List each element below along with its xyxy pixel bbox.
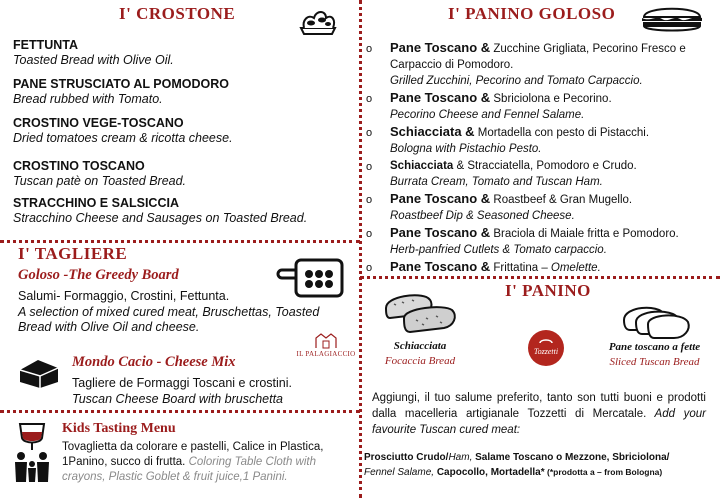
list-item xyxy=(366,158,711,190)
focaccia-bread-icon xyxy=(380,288,460,338)
goloso-board-line: Salumi- Formaggio, Crostini, Fettunta. xyxy=(18,289,230,303)
crostone-item-name: PANE STRUSCIATO AL POMODORO xyxy=(13,77,229,91)
panino-goloso-title: I' PANINO GOLOSO xyxy=(448,4,616,23)
crostone-item xyxy=(13,159,186,189)
filling: Sbriciolona e Pecorino. xyxy=(490,93,612,105)
bread-name: Pane Toscano & xyxy=(390,90,491,105)
list-item xyxy=(366,191,711,224)
crostone-title: I' CROSTONE xyxy=(119,4,236,23)
kids-title: Kids Tasting Menu xyxy=(62,421,176,436)
bread-name: Schiacciata & xyxy=(390,124,475,139)
sandwich-icon xyxy=(640,4,704,34)
panino-description-english: Add your favourite Tuscan cured meat: xyxy=(372,408,706,436)
cutting-board-icon xyxy=(276,256,346,300)
cheese-mix-line: Tagliere de Formaggi Toscani e crostini. xyxy=(72,376,293,390)
salumi-part: Salame Toscano o Mezzone, Sbriciolona/ xyxy=(472,452,670,463)
filling: Frittatina – xyxy=(490,262,551,274)
bullet-icon: o xyxy=(366,194,373,206)
item-desc: Bologna with Pistachio Pesto. xyxy=(390,143,542,155)
kids-line-2 xyxy=(62,455,354,470)
schiacciata-subcaption: Focaccia Bread xyxy=(384,355,456,367)
item-desc: Grilled Zucchini, Pecorino and Tomato Carpaccio. xyxy=(390,75,643,87)
crostone-item-desc: Stracchino Cheese and Sausages on Toasted Bread. xyxy=(13,211,308,225)
bread-name: Pane Toscano & xyxy=(390,225,491,240)
crostone-item xyxy=(13,38,174,68)
kids-line-1: Tovaglietta da colorare e pastelli, Calice in Plastica, xyxy=(62,441,324,453)
salumi-part: Ham, xyxy=(448,452,473,463)
bullet-icon: o xyxy=(366,43,373,55)
goloso-board-title: Goloso -The Greedy Board xyxy=(18,267,179,283)
crostone-item xyxy=(13,116,233,146)
bullet-icon: o xyxy=(366,127,373,139)
list-item xyxy=(366,259,711,276)
crostone-item-name: FETTUNTA xyxy=(13,38,79,52)
divider-tagliere-kids xyxy=(0,410,360,413)
item-desc: Roastbeef Dip & Seasoned Cheese. xyxy=(390,210,575,222)
salumi-list xyxy=(364,450,716,480)
kids-line-3: crayons, Plastic Goblet & fruit juice,1 Panini. xyxy=(62,471,288,483)
filling: Mortadella con pesto di Pistacchi. xyxy=(474,127,650,139)
crostone-item-name: STRACCHINO E SALSICCIA xyxy=(13,196,179,210)
cheese-mix-title: Mondo Cacio - Cheese Mix xyxy=(72,354,236,370)
kids-text xyxy=(62,440,354,485)
toast-icon xyxy=(298,4,338,36)
filling: Roastbeef & Gran Mugello. xyxy=(490,194,633,206)
kids-icon xyxy=(12,422,52,486)
kids-line-2-plain: 1Panino, succo di frutta. xyxy=(62,456,186,468)
tozzetti-logo xyxy=(527,329,565,367)
filling: Braciola di Maiale fritta e Pomodoro. xyxy=(490,228,679,240)
pane-fette-subcaption: Sliced Tuscan Bread xyxy=(609,356,700,368)
goloso-board-desc: A selection of mixed cured meat, Bruschettas, Toasted Bread with Olive Oil and cheese. xyxy=(18,305,320,334)
divider-crostone-tagliere xyxy=(0,240,360,243)
list-item xyxy=(366,124,711,157)
crostone-item-desc: Bread rubbed with Tomato. xyxy=(13,92,163,106)
tagliere-title: I' TAGLIERE xyxy=(18,244,128,263)
bread-name: Pane Toscano & xyxy=(390,40,491,55)
item-desc: Burrata Cream, Tomato and Tuscan Ham. xyxy=(390,176,603,188)
salumi-part: Fennel Salame, xyxy=(364,467,435,478)
filling-english: Omelette. xyxy=(550,262,601,274)
crostone-item-name: CROSTINO TOSCANO xyxy=(13,159,145,173)
palagiaccio-logo xyxy=(296,330,356,358)
crostone-item xyxy=(13,77,229,107)
tozzetti-logo-text: Tozzetti xyxy=(533,347,559,356)
crostone-item-desc: Tuscan patè on Toasted Bread. xyxy=(13,174,187,188)
bullet-icon: o xyxy=(366,262,373,274)
list-item xyxy=(366,40,711,89)
crostone-item-desc: Dried tomatoes cream & ricotta cheese. xyxy=(13,131,233,145)
bullet-icon: o xyxy=(366,161,373,173)
item-desc: Pecorino Cheese and Fennel Salame. xyxy=(390,109,585,121)
kids-line-2-english: Coloring Table Cloth with xyxy=(185,456,317,468)
panino-goloso-list xyxy=(366,40,711,277)
palagiaccio-logo-text: IL PALAGIACCIO xyxy=(296,350,356,358)
list-item xyxy=(366,90,711,123)
list-item xyxy=(366,225,711,258)
cheese-icon xyxy=(18,356,60,390)
bullet-icon: o xyxy=(366,93,373,105)
crostone-item-desc: Toasted Bread with Olive Oil. xyxy=(13,53,174,67)
cheese-mix-desc: Tuscan Cheese Board with bruschetta xyxy=(72,392,283,406)
panino-description-italian: Aggiungi, il tuo salume preferito, tanto son tutti buoni e prodotti dalla macelleria artigianale Tozzetti di Mercatale. xyxy=(372,392,706,420)
salumi-part: Prosciutto Crudo/ xyxy=(364,452,449,463)
crostone-item-name: CROSTINO VEGE-TOSCANO xyxy=(13,116,184,130)
salumi-part: Capocollo, Mortadella* xyxy=(434,467,545,478)
salumi-note: (*prodotta a – from Bologna) xyxy=(544,467,663,477)
pane-fette-caption: Pane toscano a fette xyxy=(608,341,701,353)
filling: Zucchine Grigliata, Pecorino Fresco e Carpaccio di Pomodoro. xyxy=(390,43,686,71)
bread-name: Pane Toscano & xyxy=(390,191,491,206)
filling: & Stracciatella, Pomodoro e Crudo. xyxy=(453,160,637,172)
schiacciata-caption: Schiacciata xyxy=(393,340,447,352)
bread-name: Pane Toscano & xyxy=(390,259,491,274)
sliced-bread-icon xyxy=(620,300,692,340)
bread-name: Schiacciata xyxy=(390,160,454,172)
item-desc: Herb-panfried Cutlets & Tomato carpaccio. xyxy=(390,244,607,256)
crostone-item xyxy=(13,196,307,226)
vertical-divider xyxy=(359,0,362,498)
panino-title: I' PANINO xyxy=(505,281,591,300)
panino-description xyxy=(372,390,706,438)
bullet-icon: o xyxy=(366,228,373,240)
